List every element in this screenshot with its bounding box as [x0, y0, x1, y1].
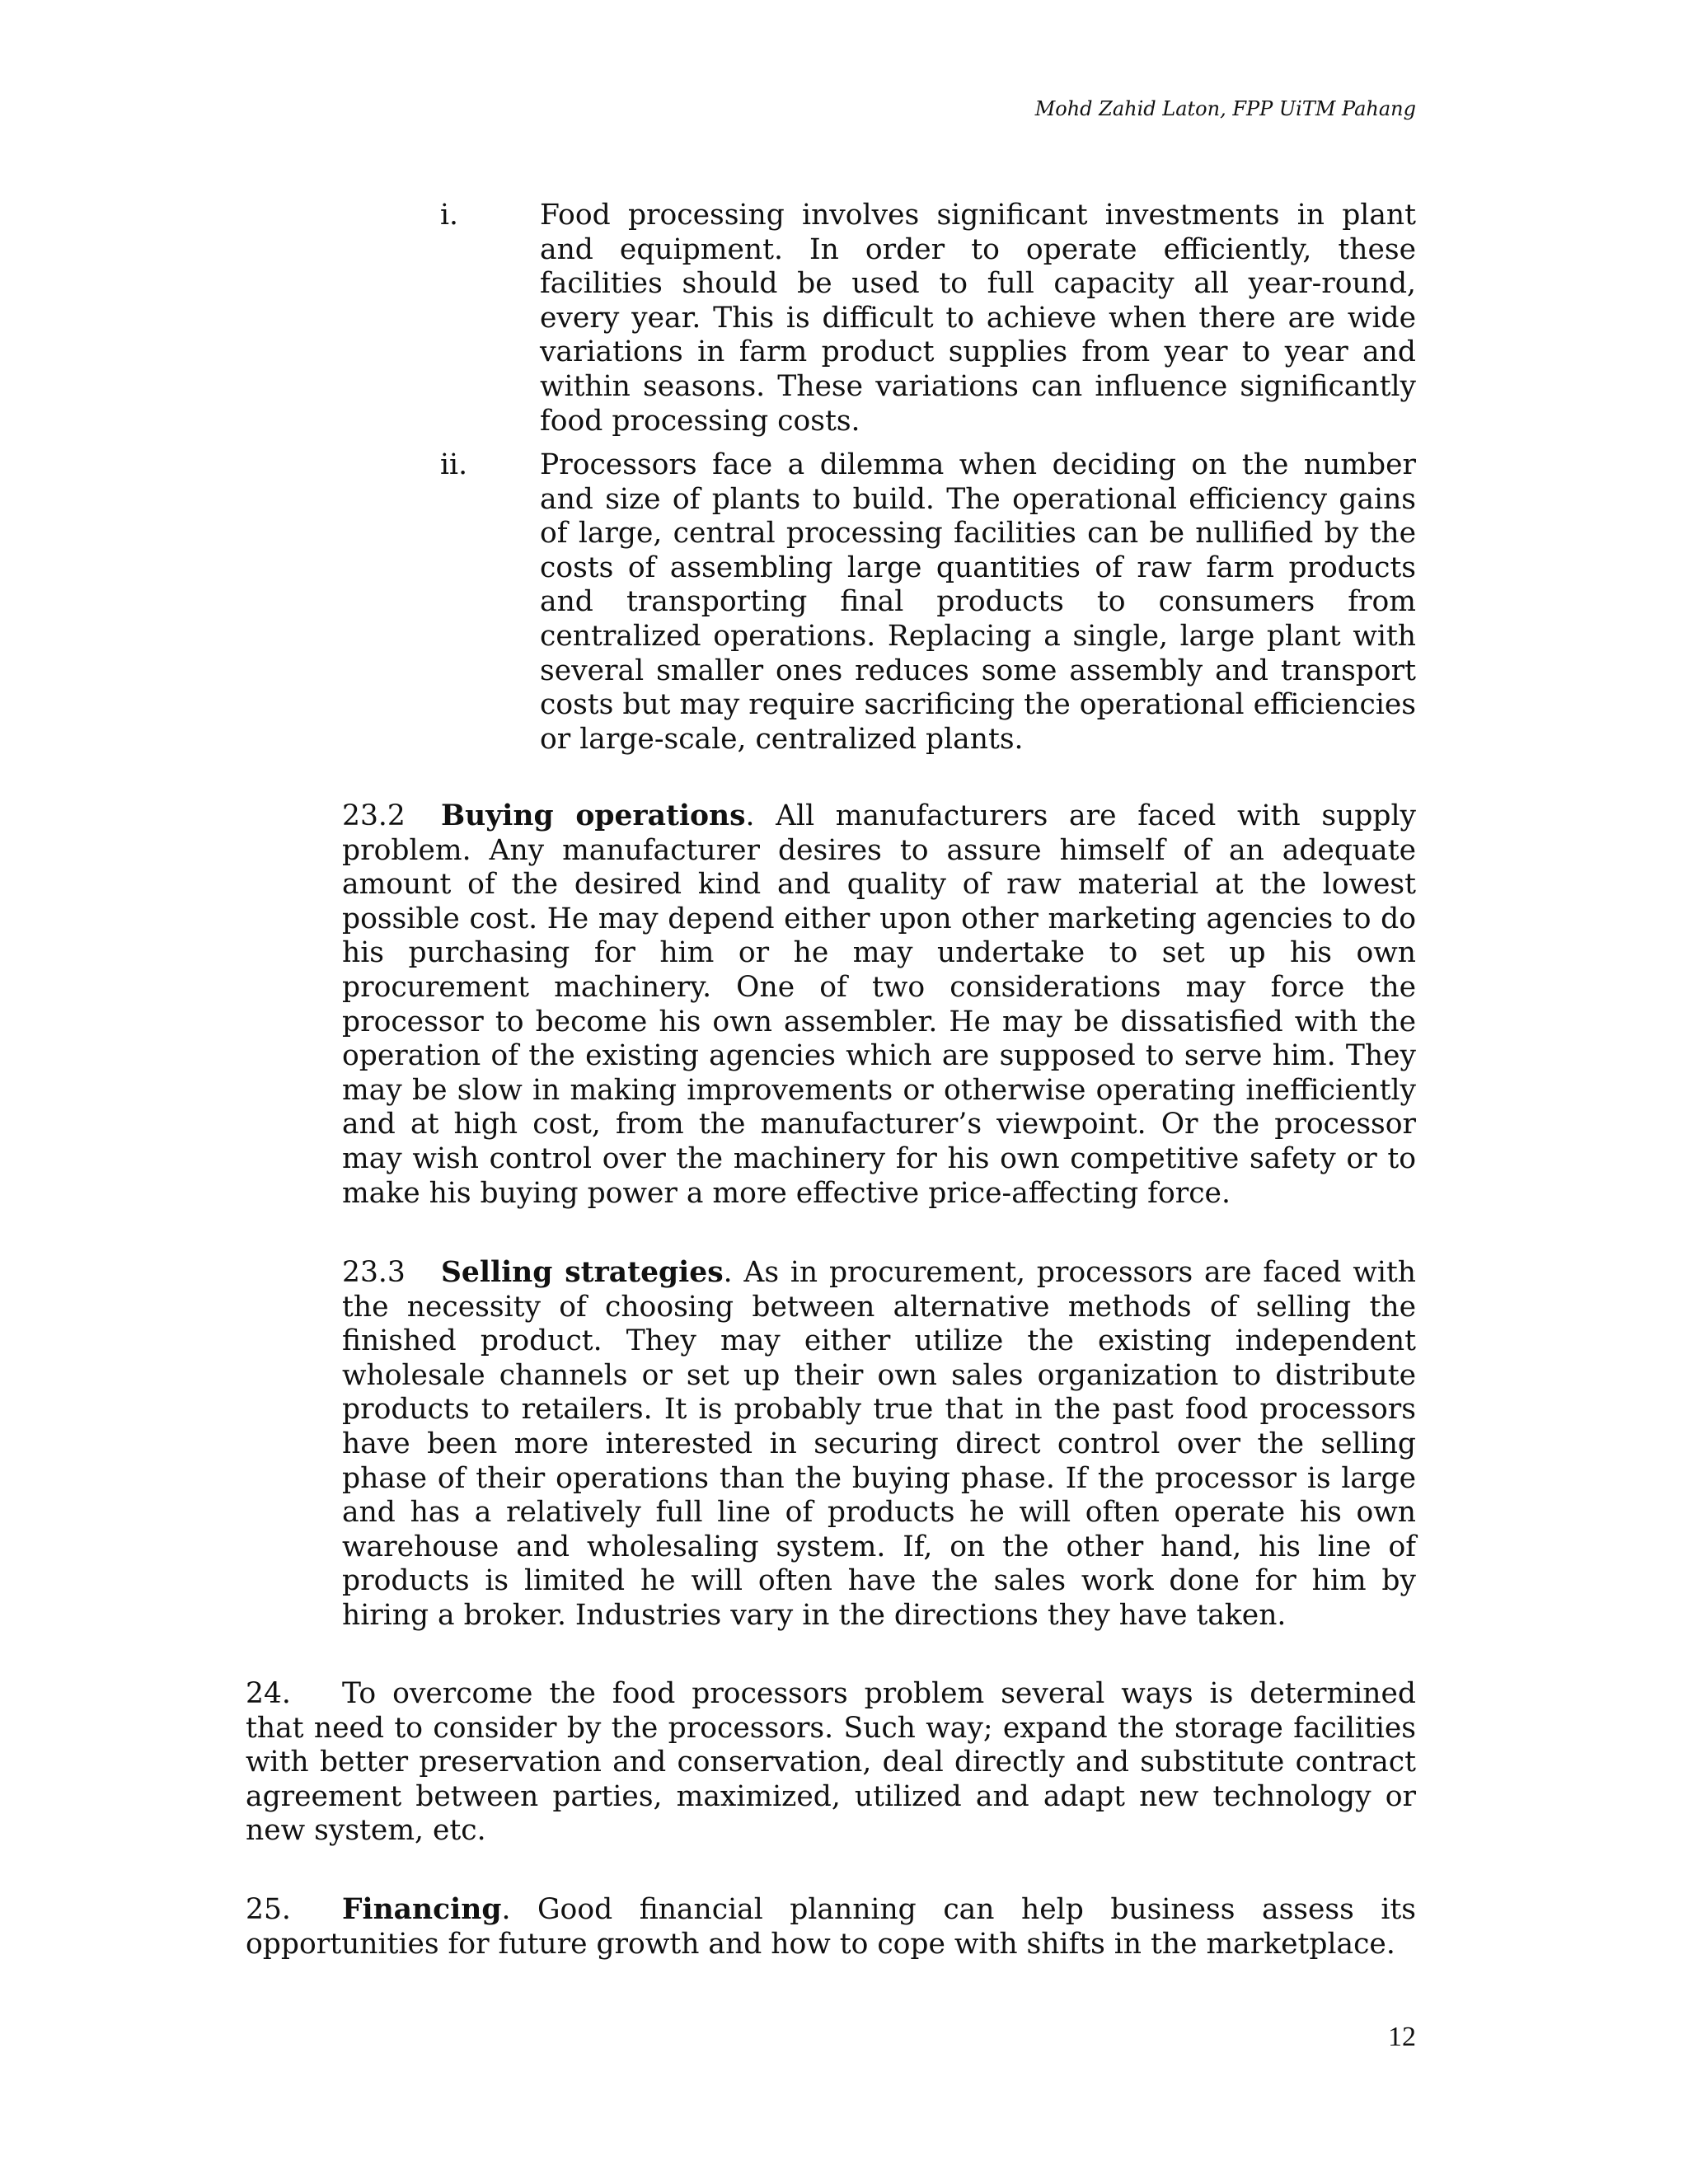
section-number: 23.2 — [342, 799, 406, 832]
running-header: Mohd Zahid Laton, FPP UiTM Pahang — [1034, 97, 1416, 120]
section-text: . All manufacturers are faced with supply problem. Any manufacturer desires to assure himself of an adequate amount of the desired kind and quality of raw material at the lowest possible cost. He may depend either upon other marketing agencies to do his purchasing for him or he may undertake to set up his own procurement machinery. One of two considerations may force the processor to become his own assembler. He may be dissatisfied with the operation of the existing agencies which are supposed to serve him. They may be slow in making improvements or otherwise operating inefficiently and at high cost, from the manufacturer’s viewpoint. Or the processor may wish control over the machinery for his own competitive safety or to make his buying power a more effective price-affecting force. — [342, 799, 1416, 1210]
section-text: . As in procurement, processors are faced with the necessity of choosing between alternative methods of selling the finished product. They may either utilize the existing independent wholesale channels or set up their own sales organization to distribute products to retailers. It is probably true that in the past food processors have been more interested in securing direct control over the selling phase of their operations than the buying phase. If the processor is large and has a relatively full line of products he will often operate his own warehouse and wholesaling system. If, on the other hand, his line of products is limited he will often have the sales work done for him by hiring a broker. Industries vary in the directions they have taken. — [342, 1256, 1416, 1632]
section-25-paragraph — [246, 1893, 1416, 1961]
section-number: 25. — [246, 1893, 291, 1926]
section-title: Selling strategies — [441, 1256, 724, 1289]
section-24-paragraph — [246, 1677, 1416, 1849]
list-item-number: i. — [440, 199, 459, 232]
section-number: 23.3 — [342, 1256, 406, 1289]
section-23-2-paragraph — [342, 799, 1416, 1211]
list-item-number: ii. — [440, 448, 468, 481]
section-number: 24. — [246, 1677, 291, 1710]
section-23-3-paragraph — [342, 1256, 1416, 1633]
section-title: Buying operations — [441, 799, 746, 832]
page-number: 12 — [1388, 2022, 1416, 2052]
section-text: To overcome the food processors problem several ways is determined that need to consider by the processors. Such way; expand the storage facilities with better preservation and conservation, deal directly and substitute contract agreement between parties, maximized, utilized and adapt new technology or new system, etc. — [246, 1677, 1416, 1848]
list-item-text: Food processing involves significant investments in plant and equipment. In order to operate efficiently, these facilities should be used to full capacity all year-round, every year. This is difficult to achieve when there are wide variations in farm product supplies from year to year and within seasons. These variations can influence significantly food processing costs. — [540, 199, 1416, 438]
section-text: . Good financial planning can help business assess its opportunities for future growth and how to cope with shifts in the marketplace. — [246, 1893, 1416, 1961]
section-title: Financing — [342, 1893, 502, 1926]
list-item-text: Processors face a dilemma when deciding on the number and size of plants to build. The operational efficiency gains of large, central processing facilities can be nullified by the costs of assembling large quantities of raw farm products and transporting final products to consumers from centralized operations. Replacing a single, large plant with several smaller ones reduces some assembly and transport costs but may require sacrificing the operational efficiencies or large-scale, centralized plants. — [540, 448, 1416, 756]
